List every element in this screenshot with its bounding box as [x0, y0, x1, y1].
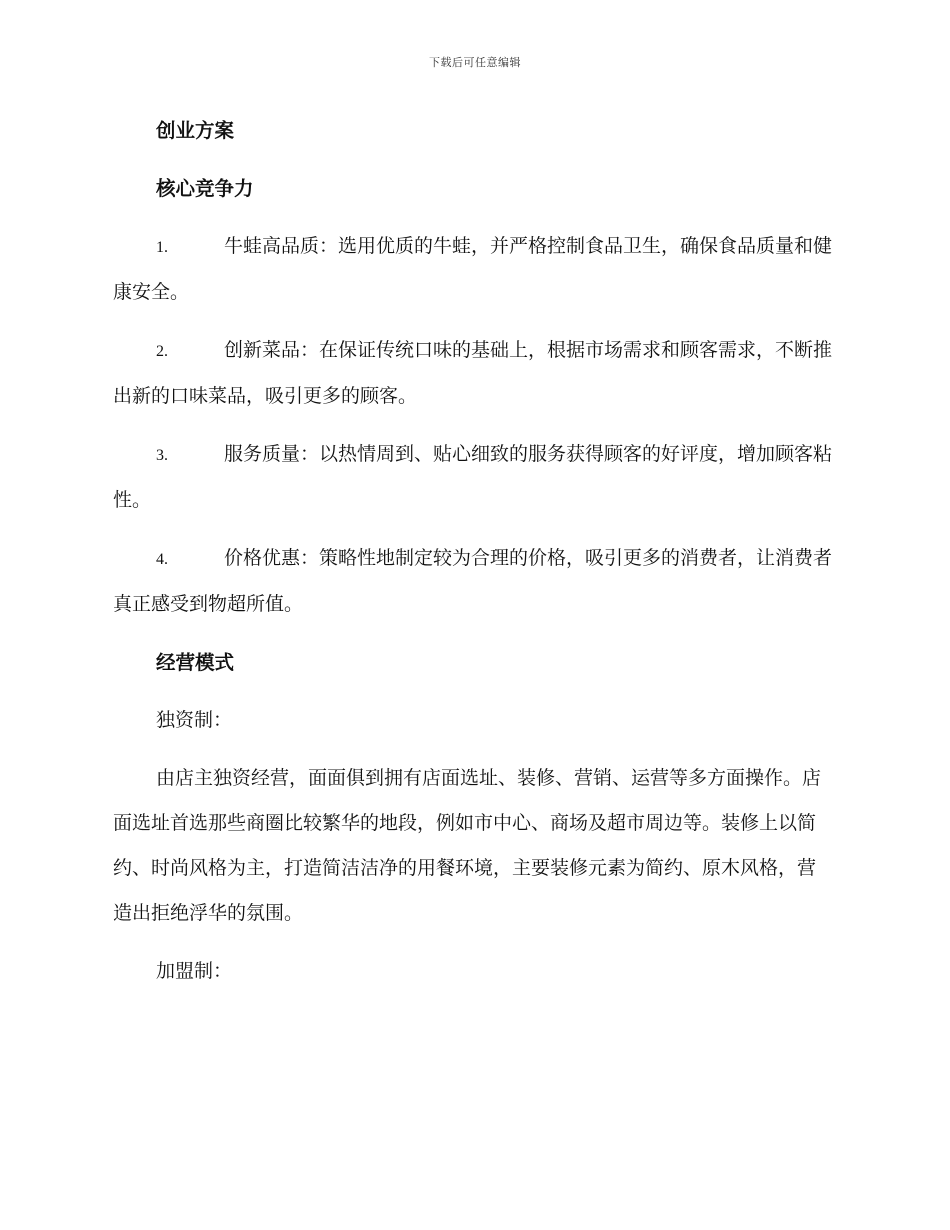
sole-proprietorship-label: 独资制： [156, 709, 233, 731]
document-body [113, 108, 833, 1007]
list-item-number: 3. [156, 447, 168, 464]
sole-proprietorship-paragraph: 由店主独资经营，面面俱到拥有店面选址、装修、营销、运营等多方面操作。店面选址首选那些商圈比较繁华的地段，例如市中心、商场及超市周边等。装修上以简约、时尚风格为主，打造简洁洁净的用餐环境，主要装修元素为简约、原木风格，营造出拒绝浮华的氛围。 [113, 767, 822, 924]
list-item [113, 328, 833, 419]
list-item-text: 价格优惠：策略性地制定较为合理的价格，吸引更多的消费者，让消费者真正感受到物超所值。 [113, 547, 833, 615]
list-item [113, 432, 833, 523]
list-item-number: 4. [156, 551, 168, 568]
list-item [113, 536, 833, 627]
list-item-number: 1. [156, 239, 168, 256]
list-item-number: 2. [156, 343, 168, 360]
list-item-text: 创新菜品：在保证传统口味的基础上，根据市场需求和顾客需求，不断推出新的口味菜品，吸引更多的顾客。 [113, 339, 833, 407]
section-heading-core-competence: 核心竞争力 [156, 177, 254, 200]
section-heading-business-model: 经营模式 [156, 651, 235, 674]
franchise-label: 加盟制： [156, 960, 233, 982]
header-note: 下载后可任意编辑 [429, 56, 521, 69]
list-item [113, 224, 833, 315]
list-item-text: 牛蛙高品质：选用优质的牛蛙，并严格控制食品卫生，确保食品质量和健康安全。 [113, 235, 833, 303]
document-title: 创业方案 [156, 119, 235, 142]
list-item-text: 服务质量：以热情周到、贴心细致的服务获得顾客的好评度，增加顾客粘性。 [113, 443, 833, 511]
